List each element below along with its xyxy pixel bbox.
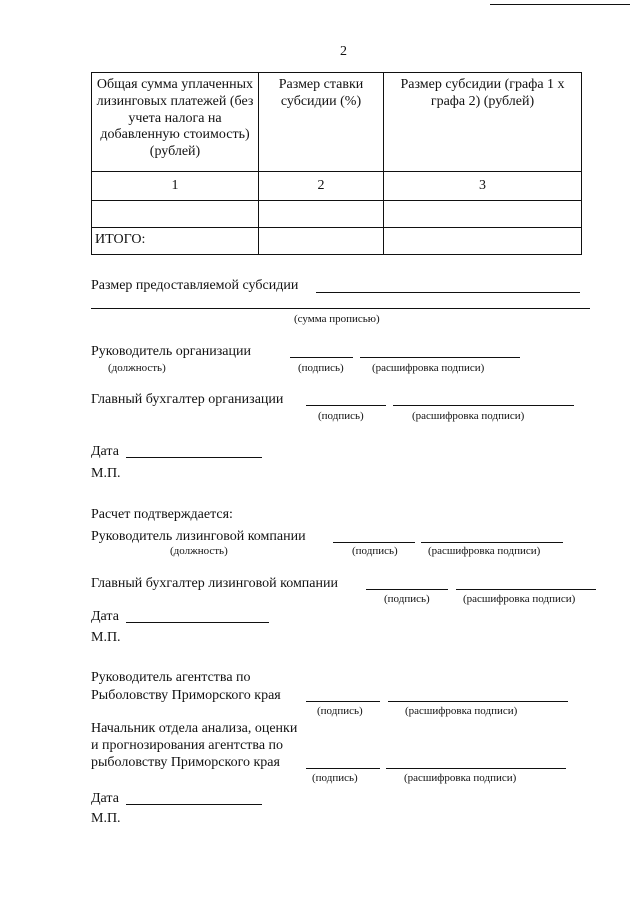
org-accountant-decode-field[interactable]	[393, 405, 574, 406]
analysis-head-decode-field[interactable]	[386, 768, 566, 769]
date-label: Дата	[91, 791, 119, 806]
date-field[interactable]	[126, 804, 262, 805]
subsidy-amount-field[interactable]	[316, 292, 580, 293]
date-label: Дата	[91, 444, 119, 459]
leasing-accountant-decode-field[interactable]	[456, 589, 596, 590]
subsidy-table	[91, 72, 582, 255]
table-cell[interactable]	[259, 228, 384, 255]
header-total-payments: Общая сумма уплаченных лизинговых платежей (без учета налога на добавленную стоимость) (рублей)	[92, 73, 259, 172]
leasing-head-position-caption: (должность)	[170, 545, 228, 557]
org-accountant-signature-field[interactable]	[306, 405, 386, 406]
analysis-head-label-line3: рыболовству Приморского края	[91, 755, 280, 770]
leasing-accountant-signature-field[interactable]	[366, 589, 448, 590]
leasing-accountant-signature-caption: (подпись)	[384, 593, 430, 605]
stamp-label: М.П.	[91, 630, 121, 645]
analysis-head-decode-caption: (расшифровка подписи)	[404, 772, 517, 784]
stamp-label: М.П.	[91, 811, 121, 826]
leasing-head-decode-caption: (расшифровка подписи)	[428, 545, 541, 557]
org-accountant-label: Главный бухгалтер организации	[91, 392, 284, 407]
analysis-head-signature-field[interactable]	[306, 768, 380, 769]
date-field[interactable]	[126, 622, 269, 623]
org-head-signature-field[interactable]	[290, 357, 353, 358]
org-head-signature-caption: (подпись)	[298, 362, 344, 374]
analysis-head-label-line2: и прогнозирования агентства по	[91, 738, 284, 753]
date-label: Дата	[91, 609, 119, 624]
leasing-head-label: Руководитель лизинговой компании	[91, 529, 306, 544]
org-head-label: Руководитель организации	[91, 344, 251, 359]
column-number: 3	[384, 172, 582, 201]
agency-head-label-line2: Рыболовству Приморского края	[91, 688, 281, 703]
agency-head-signature-field[interactable]	[306, 701, 380, 702]
leasing-head-signature-caption: (подпись)	[352, 545, 398, 557]
header-subsidy-amount: Размер субсидии (графа 1 х графа 2) (рублей)	[384, 73, 582, 172]
table-cell[interactable]	[384, 228, 582, 255]
header-rate: Размер ставки субсидии (%)	[259, 73, 384, 172]
column-number-row	[92, 172, 582, 201]
leasing-head-decode-field[interactable]	[421, 542, 563, 543]
column-number: 2	[259, 172, 384, 201]
org-accountant-decode-caption: (расшифровка подписи)	[412, 410, 525, 422]
top-rule	[490, 4, 630, 5]
date-field[interactable]	[126, 457, 262, 458]
table-cell[interactable]	[92, 201, 259, 228]
table-header-row	[92, 73, 582, 172]
stamp-label: М.П.	[91, 466, 121, 481]
table-row	[92, 201, 582, 228]
agency-head-decode-caption: (расшифровка подписи)	[405, 705, 518, 717]
agency-head-signature-caption: (подпись)	[317, 705, 363, 717]
agency-head-decode-field[interactable]	[388, 701, 568, 702]
table-cell[interactable]	[259, 201, 384, 228]
column-number: 1	[92, 172, 259, 201]
page-number: 2	[340, 44, 347, 59]
total-row	[92, 228, 582, 255]
org-head-decode-caption: (расшифровка подписи)	[372, 362, 485, 374]
org-accountant-signature-caption: (подпись)	[318, 410, 364, 422]
analysis-head-label-line1: Начальник отдела анализа, оценки	[91, 721, 298, 736]
leasing-head-signature-field[interactable]	[333, 542, 415, 543]
table-cell[interactable]	[384, 201, 582, 228]
org-head-position-caption: (должность)	[108, 362, 166, 374]
leasing-accountant-label: Главный бухгалтер лизинговой компании	[91, 576, 338, 591]
org-head-decode-field[interactable]	[360, 357, 520, 358]
subsidy-words-field[interactable]	[91, 308, 590, 309]
total-label: ИТОГО:	[92, 228, 259, 255]
analysis-head-signature-caption: (подпись)	[312, 772, 358, 784]
agency-head-label-line1: Руководитель агентства по	[91, 670, 251, 685]
subsidy-label: Размер предоставляемой субсидии	[91, 278, 299, 293]
leasing-accountant-decode-caption: (расшифровка подписи)	[463, 593, 576, 605]
subsidy-caption: (сумма прописью)	[294, 313, 380, 325]
confirm-label: Расчет подтверждается:	[91, 507, 233, 522]
